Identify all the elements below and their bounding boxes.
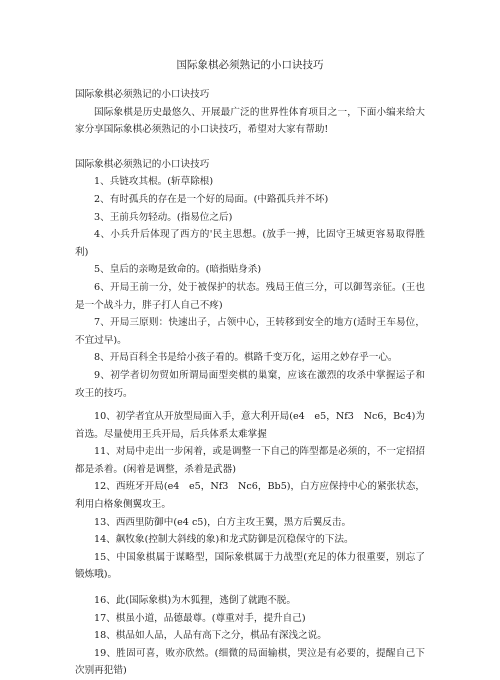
list-item: 5、皇后的亲吻是致命的。(暗指贴身杀) bbox=[94, 264, 262, 276]
list-item: 11、对局中走出一步闲着，或是调整一下自己的阵型都是必须的，不一定招招都是杀着。(闲着是调整，杀着是武器) bbox=[75, 446, 425, 475]
list-item: 9、初学者切勿贸如所谓局面型奕棋的巢窠，应该在激烈的攻杀中掌握运子和攻王的技巧。 bbox=[75, 369, 425, 399]
list-item: 1、兵链攻其根。(斩草除根) bbox=[94, 176, 214, 188]
list-item: 15、中国象棋属于谋略型，国际象棋属于力战型(充足的体力很重要，别忘了锻炼哦)。 bbox=[75, 551, 425, 581]
list-item: 16、此(国际象棋)为木狐狸，逃倒了就跑不脱。 bbox=[94, 595, 296, 607]
intro-heading: 国际象棋必须熟记的小口诀技巧 bbox=[75, 89, 210, 100]
list-item: 4、小兵升后体现了西方的'民主思想。(放手一搏，比固守王城更容易取得胜利) bbox=[75, 229, 425, 258]
document-body bbox=[75, 86, 425, 680]
list-item: 13、西西里防御中(e4 c5)，白方主攻王翼，黑方后翼反击。 bbox=[94, 516, 352, 528]
list-item: 19、胜固可喜，败亦欣然。(细微的局面输棋，哭泣是有必要的，提醒自己下次别再犯错) bbox=[75, 647, 425, 677]
list-item: 14、飙牧象(控制大斜线的象)和龙式防御是沉稳保守的下法。 bbox=[94, 534, 354, 546]
document-title: 国际象棋必须熟记的小口诀技巧 bbox=[176, 59, 324, 71]
list-item: 3、王前兵勿轻动。(指易位之后) bbox=[94, 211, 233, 223]
intro-paragraph: 国际象棋是历史最悠久、开展最广泛的世界性体育项目之一，下面小编来给大家分享国际象棋必须熟记的小口诀技巧，希望对大家有帮助! bbox=[75, 106, 425, 136]
list-item: 17、棋虽小道，品德最尊。(尊重对手，提升自己) bbox=[94, 612, 306, 624]
list-item: 7、开局三原则：快速出子，占领中心，王转移到安全的地方(适时王车易位，不宜过早)。 bbox=[75, 317, 425, 346]
list-item: 10、初学者宜从开放型局面入手，意大利开局(e4 e5，Nf3 Nc6，Bc4)为首选。尽量使用王兵开局，后兵体系太难掌握 bbox=[75, 411, 425, 440]
list-item: 6、开局王前一分，处于被保护的状态。残局王值三分，可以御驾亲征。(王也是一个战斗力，胖子打人自己不疼) bbox=[75, 281, 425, 311]
list-item: 18、棋品如人品，人品有高下之分，棋品有深浅之说。 bbox=[94, 630, 327, 642]
list-item: 2、有时孤兵的存在是一个好的局面。(中路孤兵并不坏) bbox=[94, 193, 329, 205]
section-heading: 国际象棋必须熟记的小口诀技巧 bbox=[75, 158, 210, 170]
list-item: 8、开局百科全书是给小孩子看的。棋路千变万化，运用之妙存乎一心。 bbox=[94, 352, 398, 364]
list-item: 12、西班牙开局(e4 e5，Nf3 Nc6，Bb5)，白方应保持中心的紧张状态，利用白格象侧翼攻王。 bbox=[75, 481, 425, 511]
